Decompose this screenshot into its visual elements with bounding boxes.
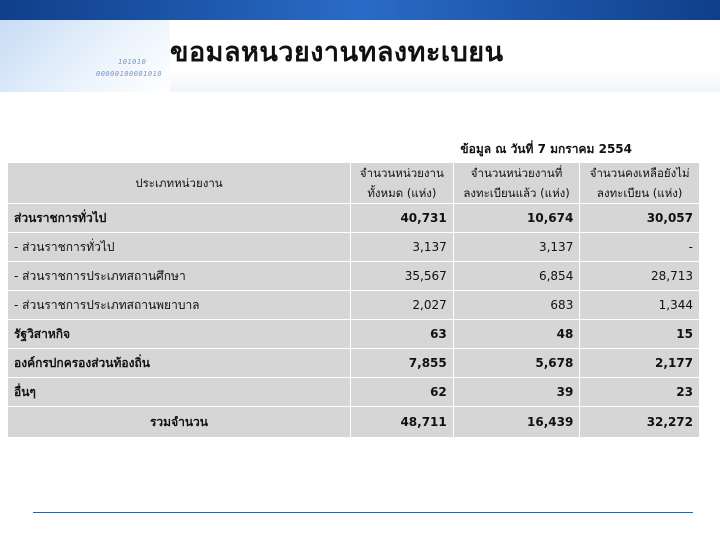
- row-label: - ส่วนราชการประเภทสถานพยาบาล: [8, 291, 351, 320]
- row-total: 62: [351, 378, 454, 407]
- table-row: [8, 291, 700, 320]
- row-remaining: 15: [580, 320, 700, 349]
- header-remaining: [580, 163, 700, 204]
- row-label: - ส่วนราชการประเภทสถานศึกษา: [8, 262, 351, 291]
- header-type: ประเภทหน่วยงาน: [8, 163, 351, 204]
- total-registered: 16,439: [453, 407, 580, 438]
- registration-table: [7, 162, 700, 438]
- row-remaining: 2,177: [580, 349, 700, 378]
- header-total-line-2: ทั้งหมด (แห่ง): [367, 186, 437, 200]
- row-label: รัฐวิสาหกิจ: [8, 320, 351, 349]
- header-total-line-1: จำนวนหน่วยงาน: [359, 166, 444, 180]
- header-remaining-line-1: จำนวนคงเหลือยังไม่: [589, 166, 690, 180]
- row-registered: 683: [453, 291, 580, 320]
- total-remaining: 32,272: [580, 407, 700, 438]
- top-blue-bar: [0, 0, 720, 20]
- header-registered: [453, 163, 580, 204]
- row-registered: 39: [453, 378, 580, 407]
- table-row: [8, 320, 700, 349]
- row-label: - ส่วนราชการทั่วไป: [8, 233, 351, 262]
- total-all: 48,711: [351, 407, 454, 438]
- row-label: อื่นๆ: [8, 378, 351, 407]
- row-remaining: 28,713: [580, 262, 700, 291]
- date-note: ข้อมูล ณ วันที่ 7 มกราคม 2554: [460, 142, 632, 156]
- table-row: [8, 349, 700, 378]
- row-label: องค์กรปกครองส่วนท้องถิ่น: [8, 349, 351, 378]
- row-total: 35,567: [351, 262, 454, 291]
- table-row: [8, 233, 700, 262]
- row-remaining: 30,057: [580, 204, 700, 233]
- row-total: 2,027: [351, 291, 454, 320]
- binary-text-line-1: 101010: [118, 58, 147, 66]
- table-total-row: [8, 407, 700, 438]
- row-remaining: 23: [580, 378, 700, 407]
- row-registered: 5,678: [453, 349, 580, 378]
- total-label: รวมจำนวน: [8, 407, 351, 438]
- header-remaining-line-2: ลงทะเบียน (แห่ง): [596, 186, 683, 200]
- row-registered: 10,674: [453, 204, 580, 233]
- footer-divider: [33, 512, 693, 513]
- slide-title: ขอมลหนวยงานทลงทะเบยน: [170, 37, 504, 68]
- header-registered-line-2: ลงทะเบียนแล้ว (แห่ง): [463, 186, 570, 200]
- table-row: [8, 204, 700, 233]
- row-total: 3,137: [351, 233, 454, 262]
- header-registered-line-1: จำนวนหน่วยงานที่: [470, 166, 563, 180]
- row-remaining: -: [580, 233, 700, 262]
- row-label: ส่วนราชการทั่วไป: [8, 204, 351, 233]
- header-total: [351, 163, 454, 204]
- row-registered: 48: [453, 320, 580, 349]
- binary-text-line-2: 00000100001010: [96, 70, 163, 78]
- row-total: 63: [351, 320, 454, 349]
- banner-decoration: [0, 20, 170, 92]
- row-remaining: 1,344: [580, 291, 700, 320]
- row-registered: 3,137: [453, 233, 580, 262]
- table-row: [8, 262, 700, 291]
- table-header-row: [8, 163, 700, 204]
- table-row: [8, 378, 700, 407]
- row-total: 40,731: [351, 204, 454, 233]
- row-total: 7,855: [351, 349, 454, 378]
- row-registered: 6,854: [453, 262, 580, 291]
